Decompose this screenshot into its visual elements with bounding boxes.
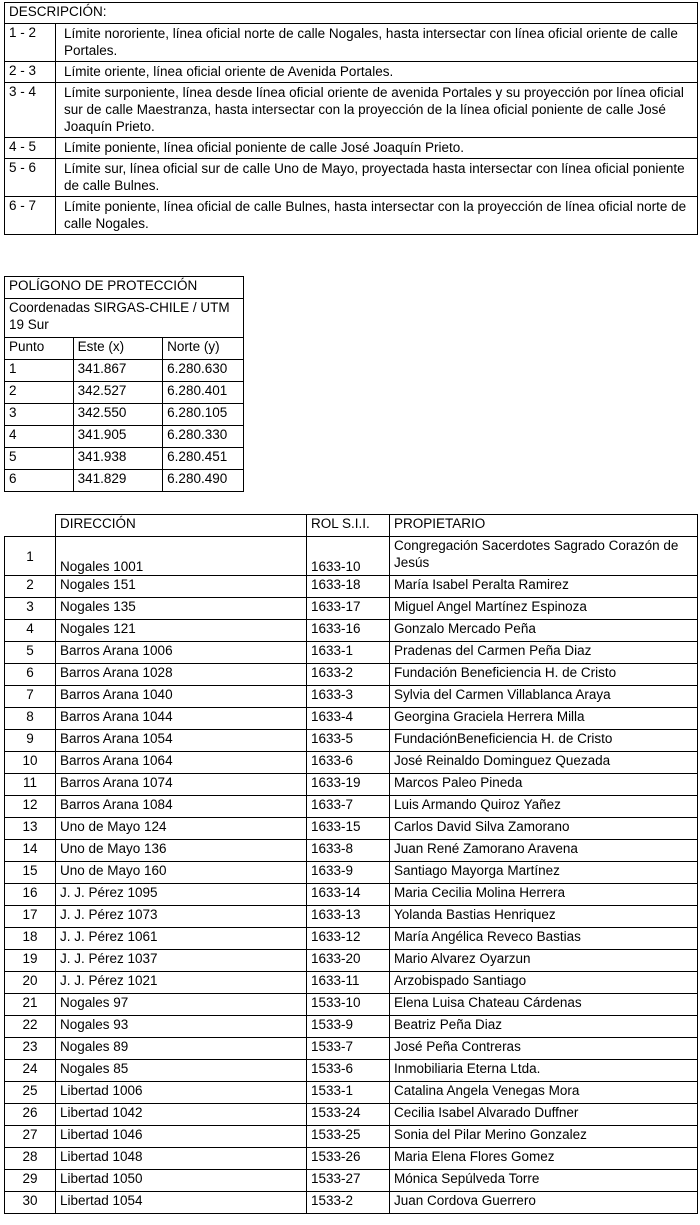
description-text: Límite sur, línea oficial sur de calle Uno de Mayo, proyectada hasta intersectar con línea oficial poniente de calle Bulnes. bbox=[56, 159, 698, 197]
polygon-punto: 6 bbox=[5, 470, 74, 492]
property-index: 21 bbox=[5, 994, 56, 1016]
description-code: 3 - 4 bbox=[5, 83, 56, 138]
property-propietario: Marcos Paleo Pineda bbox=[390, 774, 698, 796]
property-rol: 1533-7 bbox=[307, 1038, 390, 1060]
description-table bbox=[4, 2, 698, 235]
property-row bbox=[5, 576, 698, 598]
property-direccion: Barros Arana 1064 bbox=[56, 752, 307, 774]
property-direccion: J. J. Pérez 1061 bbox=[56, 928, 307, 950]
properties-header-blank bbox=[5, 515, 56, 537]
description-row bbox=[5, 138, 698, 159]
property-propietario: Luis Armando Quiroz Yañez bbox=[390, 796, 698, 818]
property-row bbox=[5, 1060, 698, 1082]
property-direccion: Nogales 85 bbox=[56, 1060, 307, 1082]
property-propietario: Santiago Mayorga Martínez bbox=[390, 862, 698, 884]
property-rol: 1533-1 bbox=[307, 1082, 390, 1104]
property-row bbox=[5, 884, 698, 906]
property-direccion: Libertad 1006 bbox=[56, 1082, 307, 1104]
property-index: 10 bbox=[5, 752, 56, 774]
property-rol: 1533-25 bbox=[307, 1126, 390, 1148]
property-direccion: Uno de Mayo 160 bbox=[56, 862, 307, 884]
property-row bbox=[5, 537, 698, 576]
property-propietario: María Isabel Peralta Ramirez bbox=[390, 576, 698, 598]
polygon-punto: 4 bbox=[5, 426, 74, 448]
polygon-punto: 1 bbox=[5, 360, 74, 382]
polygon-row bbox=[5, 448, 244, 470]
property-row bbox=[5, 1148, 698, 1170]
property-row bbox=[5, 598, 698, 620]
polygon-punto: 3 bbox=[5, 404, 74, 426]
polygon-norte: 6.280.451 bbox=[163, 448, 244, 470]
property-row bbox=[5, 730, 698, 752]
property-index: 3 bbox=[5, 598, 56, 620]
property-direccion: Libertad 1050 bbox=[56, 1170, 307, 1192]
property-index: 28 bbox=[5, 1148, 56, 1170]
polygon-row bbox=[5, 404, 244, 426]
property-direccion: Libertad 1048 bbox=[56, 1148, 307, 1170]
property-row bbox=[5, 972, 698, 994]
polygon-este: 342.527 bbox=[73, 382, 163, 404]
property-propietario: Juan René Zamorano Aravena bbox=[390, 840, 698, 862]
property-direccion: Uno de Mayo 124 bbox=[56, 818, 307, 840]
polygon-header-este: Este (x) bbox=[73, 338, 163, 360]
property-row bbox=[5, 840, 698, 862]
property-direccion: Nogales 89 bbox=[56, 1038, 307, 1060]
polygon-coords-label: Coordenadas SIRGAS-CHILE / UTM 19 Sur bbox=[5, 299, 244, 338]
property-index: 16 bbox=[5, 884, 56, 906]
property-row bbox=[5, 928, 698, 950]
description-code: 4 - 5 bbox=[5, 138, 56, 159]
polygon-row bbox=[5, 470, 244, 492]
property-direccion: Libertad 1054 bbox=[56, 1192, 307, 1214]
property-index: 15 bbox=[5, 862, 56, 884]
property-rol: 1533-2 bbox=[307, 1192, 390, 1214]
polygon-este: 341.905 bbox=[73, 426, 163, 448]
property-propietario: Sylvia del Carmen Villablanca Araya bbox=[390, 686, 698, 708]
property-rol: 1633-13 bbox=[307, 906, 390, 928]
property-row bbox=[5, 950, 698, 972]
property-propietario: Maria Cecilia Molina Herrera bbox=[390, 884, 698, 906]
property-rol: 1633-7 bbox=[307, 796, 390, 818]
property-index: 12 bbox=[5, 796, 56, 818]
property-propietario: José Peña Contreras bbox=[390, 1038, 698, 1060]
property-propietario: Catalina Angela Venegas Mora bbox=[390, 1082, 698, 1104]
property-row bbox=[5, 686, 698, 708]
property-rol: 1633-5 bbox=[307, 730, 390, 752]
property-row bbox=[5, 796, 698, 818]
polygon-title: POLÍGONO DE PROTECCIÓN bbox=[5, 277, 244, 299]
property-rol: 1533-26 bbox=[307, 1148, 390, 1170]
property-rol: 1633-18 bbox=[307, 576, 390, 598]
property-propietario: Congregación Sacerdotes Sagrado Corazón de Jesús bbox=[390, 537, 698, 576]
property-row bbox=[5, 862, 698, 884]
property-row bbox=[5, 1038, 698, 1060]
polygon-este: 342.550 bbox=[73, 404, 163, 426]
property-index: 2 bbox=[5, 576, 56, 598]
description-text: Límite poniente, línea oficial poniente de calle José Joaquín Prieto. bbox=[56, 138, 698, 159]
property-direccion: Barros Arana 1054 bbox=[56, 730, 307, 752]
property-direccion: Barros Arana 1044 bbox=[56, 708, 307, 730]
description-text: Límite nororiente, línea oficial norte de calle Nogales, hasta intersectar con línea oficial oriente de calle Portales. bbox=[56, 24, 698, 62]
property-index: 22 bbox=[5, 1016, 56, 1038]
property-row bbox=[5, 1126, 698, 1148]
description-code: 2 - 3 bbox=[5, 62, 56, 83]
property-rol: 1633-17 bbox=[307, 598, 390, 620]
property-direccion: Barros Arana 1006 bbox=[56, 642, 307, 664]
property-direccion: Barros Arana 1084 bbox=[56, 796, 307, 818]
property-direccion: Nogales 97 bbox=[56, 994, 307, 1016]
polygon-este: 341.938 bbox=[73, 448, 163, 470]
property-direccion: Nogales 121 bbox=[56, 620, 307, 642]
polygon-punto: 2 bbox=[5, 382, 74, 404]
polygon-este: 341.829 bbox=[73, 470, 163, 492]
polygon-header-row bbox=[5, 338, 244, 360]
property-index: 25 bbox=[5, 1082, 56, 1104]
property-direccion: Nogales 135 bbox=[56, 598, 307, 620]
property-propietario: Georgina Graciela Herrera Milla bbox=[390, 708, 698, 730]
property-rol: 1533-6 bbox=[307, 1060, 390, 1082]
property-direccion: Uno de Mayo 136 bbox=[56, 840, 307, 862]
property-direccion: Libertad 1042 bbox=[56, 1104, 307, 1126]
property-index: 19 bbox=[5, 950, 56, 972]
property-direccion: J. J. Pérez 1021 bbox=[56, 972, 307, 994]
property-rol: 1633-9 bbox=[307, 862, 390, 884]
polygon-title-row bbox=[5, 277, 244, 299]
description-header: DESCRIPCIÓN: bbox=[5, 3, 698, 24]
property-rol: 1633-20 bbox=[307, 950, 390, 972]
property-row bbox=[5, 708, 698, 730]
description-row bbox=[5, 83, 698, 138]
property-row bbox=[5, 906, 698, 928]
description-row bbox=[5, 159, 698, 197]
polygon-row bbox=[5, 360, 244, 382]
description-row bbox=[5, 197, 698, 235]
property-propietario: Yolanda Bastias Henriquez bbox=[390, 906, 698, 928]
property-direccion: Nogales 93 bbox=[56, 1016, 307, 1038]
property-rol: 1633-14 bbox=[307, 884, 390, 906]
property-row bbox=[5, 1192, 698, 1214]
property-rol: 1633-4 bbox=[307, 708, 390, 730]
property-index: 29 bbox=[5, 1170, 56, 1192]
property-direccion: Nogales 1001 bbox=[56, 537, 307, 576]
property-propietario: José Reinaldo Dominguez Quezada bbox=[390, 752, 698, 774]
property-propietario: Beatriz Peña Diaz bbox=[390, 1016, 698, 1038]
property-propietario: Elena Luisa Chateau Cárdenas bbox=[390, 994, 698, 1016]
property-index: 1 bbox=[5, 537, 56, 576]
property-propietario: Miguel Angel Martínez Espinoza bbox=[390, 598, 698, 620]
property-index: 13 bbox=[5, 818, 56, 840]
description-code: 1 - 2 bbox=[5, 24, 56, 62]
properties-header-rol: ROL S.I.I. bbox=[307, 515, 390, 537]
property-index: 7 bbox=[5, 686, 56, 708]
property-rol: 1633-15 bbox=[307, 818, 390, 840]
description-text: Límite oriente, línea oficial oriente de Avenida Portales. bbox=[56, 62, 698, 83]
property-rol: 1533-27 bbox=[307, 1170, 390, 1192]
property-rol: 1633-3 bbox=[307, 686, 390, 708]
description-row bbox=[5, 24, 698, 62]
property-row bbox=[5, 818, 698, 840]
property-row bbox=[5, 642, 698, 664]
property-propietario: FundaciónBeneficiencia H. de Cristo bbox=[390, 730, 698, 752]
property-index: 20 bbox=[5, 972, 56, 994]
property-direccion: Barros Arana 1040 bbox=[56, 686, 307, 708]
property-direccion: Libertad 1046 bbox=[56, 1126, 307, 1148]
property-direccion: J. J. Pérez 1073 bbox=[56, 906, 307, 928]
property-index: 11 bbox=[5, 774, 56, 796]
property-index: 6 bbox=[5, 664, 56, 686]
property-row bbox=[5, 774, 698, 796]
property-propietario: Mario Alvarez Oyarzun bbox=[390, 950, 698, 972]
property-rol: 1633-2 bbox=[307, 664, 390, 686]
property-row bbox=[5, 620, 698, 642]
property-propietario: Pradenas del Carmen Peña Diaz bbox=[390, 642, 698, 664]
description-code: 6 - 7 bbox=[5, 197, 56, 235]
property-row bbox=[5, 1170, 698, 1192]
property-propietario: María Angélica Reveco Bastias bbox=[390, 928, 698, 950]
property-rol: 1633-16 bbox=[307, 620, 390, 642]
property-direccion: J. J. Pérez 1037 bbox=[56, 950, 307, 972]
property-propietario: Carlos David Silva Zamorano bbox=[390, 818, 698, 840]
polygon-punto: 5 bbox=[5, 448, 74, 470]
property-index: 8 bbox=[5, 708, 56, 730]
polygon-este: 341.867 bbox=[73, 360, 163, 382]
polygon-coords-row bbox=[5, 299, 244, 338]
polygon-norte: 6.280.401 bbox=[163, 382, 244, 404]
polygon-norte: 6.280.630 bbox=[163, 360, 244, 382]
polygon-norte: 6.280.330 bbox=[163, 426, 244, 448]
description-text: Límite poniente, línea oficial de calle Bulnes, hasta intersectar con la proyección de línea oficial norte de calle Nogales. bbox=[56, 197, 698, 235]
property-propietario: Sonia del Pilar Merino Gonzalez bbox=[390, 1126, 698, 1148]
polygon-row bbox=[5, 382, 244, 404]
properties-header-propietario: PROPIETARIO bbox=[390, 515, 698, 537]
property-propietario: Mónica Sepúlveda Torre bbox=[390, 1170, 698, 1192]
property-row bbox=[5, 1082, 698, 1104]
polygon-table bbox=[4, 276, 244, 492]
property-propietario: Fundación Beneficiencia H. de Cristo bbox=[390, 664, 698, 686]
description-row bbox=[5, 62, 698, 83]
property-propietario: Juan Cordova Guerrero bbox=[390, 1192, 698, 1214]
property-index: 18 bbox=[5, 928, 56, 950]
property-rol: 1533-9 bbox=[307, 1016, 390, 1038]
property-index: 5 bbox=[5, 642, 56, 664]
polygon-row bbox=[5, 426, 244, 448]
property-index: 27 bbox=[5, 1126, 56, 1148]
property-rol: 1633-11 bbox=[307, 972, 390, 994]
property-propietario: Arzobispado Santiago bbox=[390, 972, 698, 994]
property-rol: 1633-1 bbox=[307, 642, 390, 664]
property-propietario: Inmobiliaria Eterna Ltda. bbox=[390, 1060, 698, 1082]
property-index: 17 bbox=[5, 906, 56, 928]
description-text: Límite surponiente, línea desde línea oficial oriente de avenida Portales y su proyección por línea oficial sur de calle Maestranza, hasta intersectar con la proyección de la línea oficial poniente de calle José Joaquín Prieto. bbox=[56, 83, 698, 138]
property-direccion: Nogales 151 bbox=[56, 576, 307, 598]
polygon-norte: 6.280.105 bbox=[163, 404, 244, 426]
property-direccion: Barros Arana 1074 bbox=[56, 774, 307, 796]
property-index: 26 bbox=[5, 1104, 56, 1126]
property-propietario: Maria Elena Flores Gomez bbox=[390, 1148, 698, 1170]
property-rol: 1633-10 bbox=[307, 537, 390, 576]
description-code: 5 - 6 bbox=[5, 159, 56, 197]
property-rol: 1633-6 bbox=[307, 752, 390, 774]
property-rol: 1633-19 bbox=[307, 774, 390, 796]
property-index: 4 bbox=[5, 620, 56, 642]
property-index: 14 bbox=[5, 840, 56, 862]
polygon-norte: 6.280.490 bbox=[163, 470, 244, 492]
property-direccion: J. J. Pérez 1095 bbox=[56, 884, 307, 906]
properties-header-direccion: DIRECCIÓN bbox=[56, 515, 307, 537]
property-index: 23 bbox=[5, 1038, 56, 1060]
polygon-header-punto: Punto bbox=[5, 338, 74, 360]
property-propietario: Cecilia Isabel Alvarado Duffner bbox=[390, 1104, 698, 1126]
property-rol: 1533-24 bbox=[307, 1104, 390, 1126]
property-index: 9 bbox=[5, 730, 56, 752]
property-direccion: Barros Arana 1028 bbox=[56, 664, 307, 686]
property-row bbox=[5, 994, 698, 1016]
description-header-row bbox=[5, 3, 698, 24]
property-rol: 1633-12 bbox=[307, 928, 390, 950]
property-propietario: Gonzalo Mercado Peña bbox=[390, 620, 698, 642]
polygon-header-norte: Norte (y) bbox=[163, 338, 244, 360]
property-row bbox=[5, 1104, 698, 1126]
properties-header-row bbox=[5, 515, 698, 537]
property-row bbox=[5, 664, 698, 686]
property-row bbox=[5, 752, 698, 774]
property-rol: 1533-10 bbox=[307, 994, 390, 1016]
property-index: 30 bbox=[5, 1192, 56, 1214]
property-row bbox=[5, 1016, 698, 1038]
property-index: 24 bbox=[5, 1060, 56, 1082]
properties-table bbox=[4, 514, 698, 1214]
property-rol: 1633-8 bbox=[307, 840, 390, 862]
